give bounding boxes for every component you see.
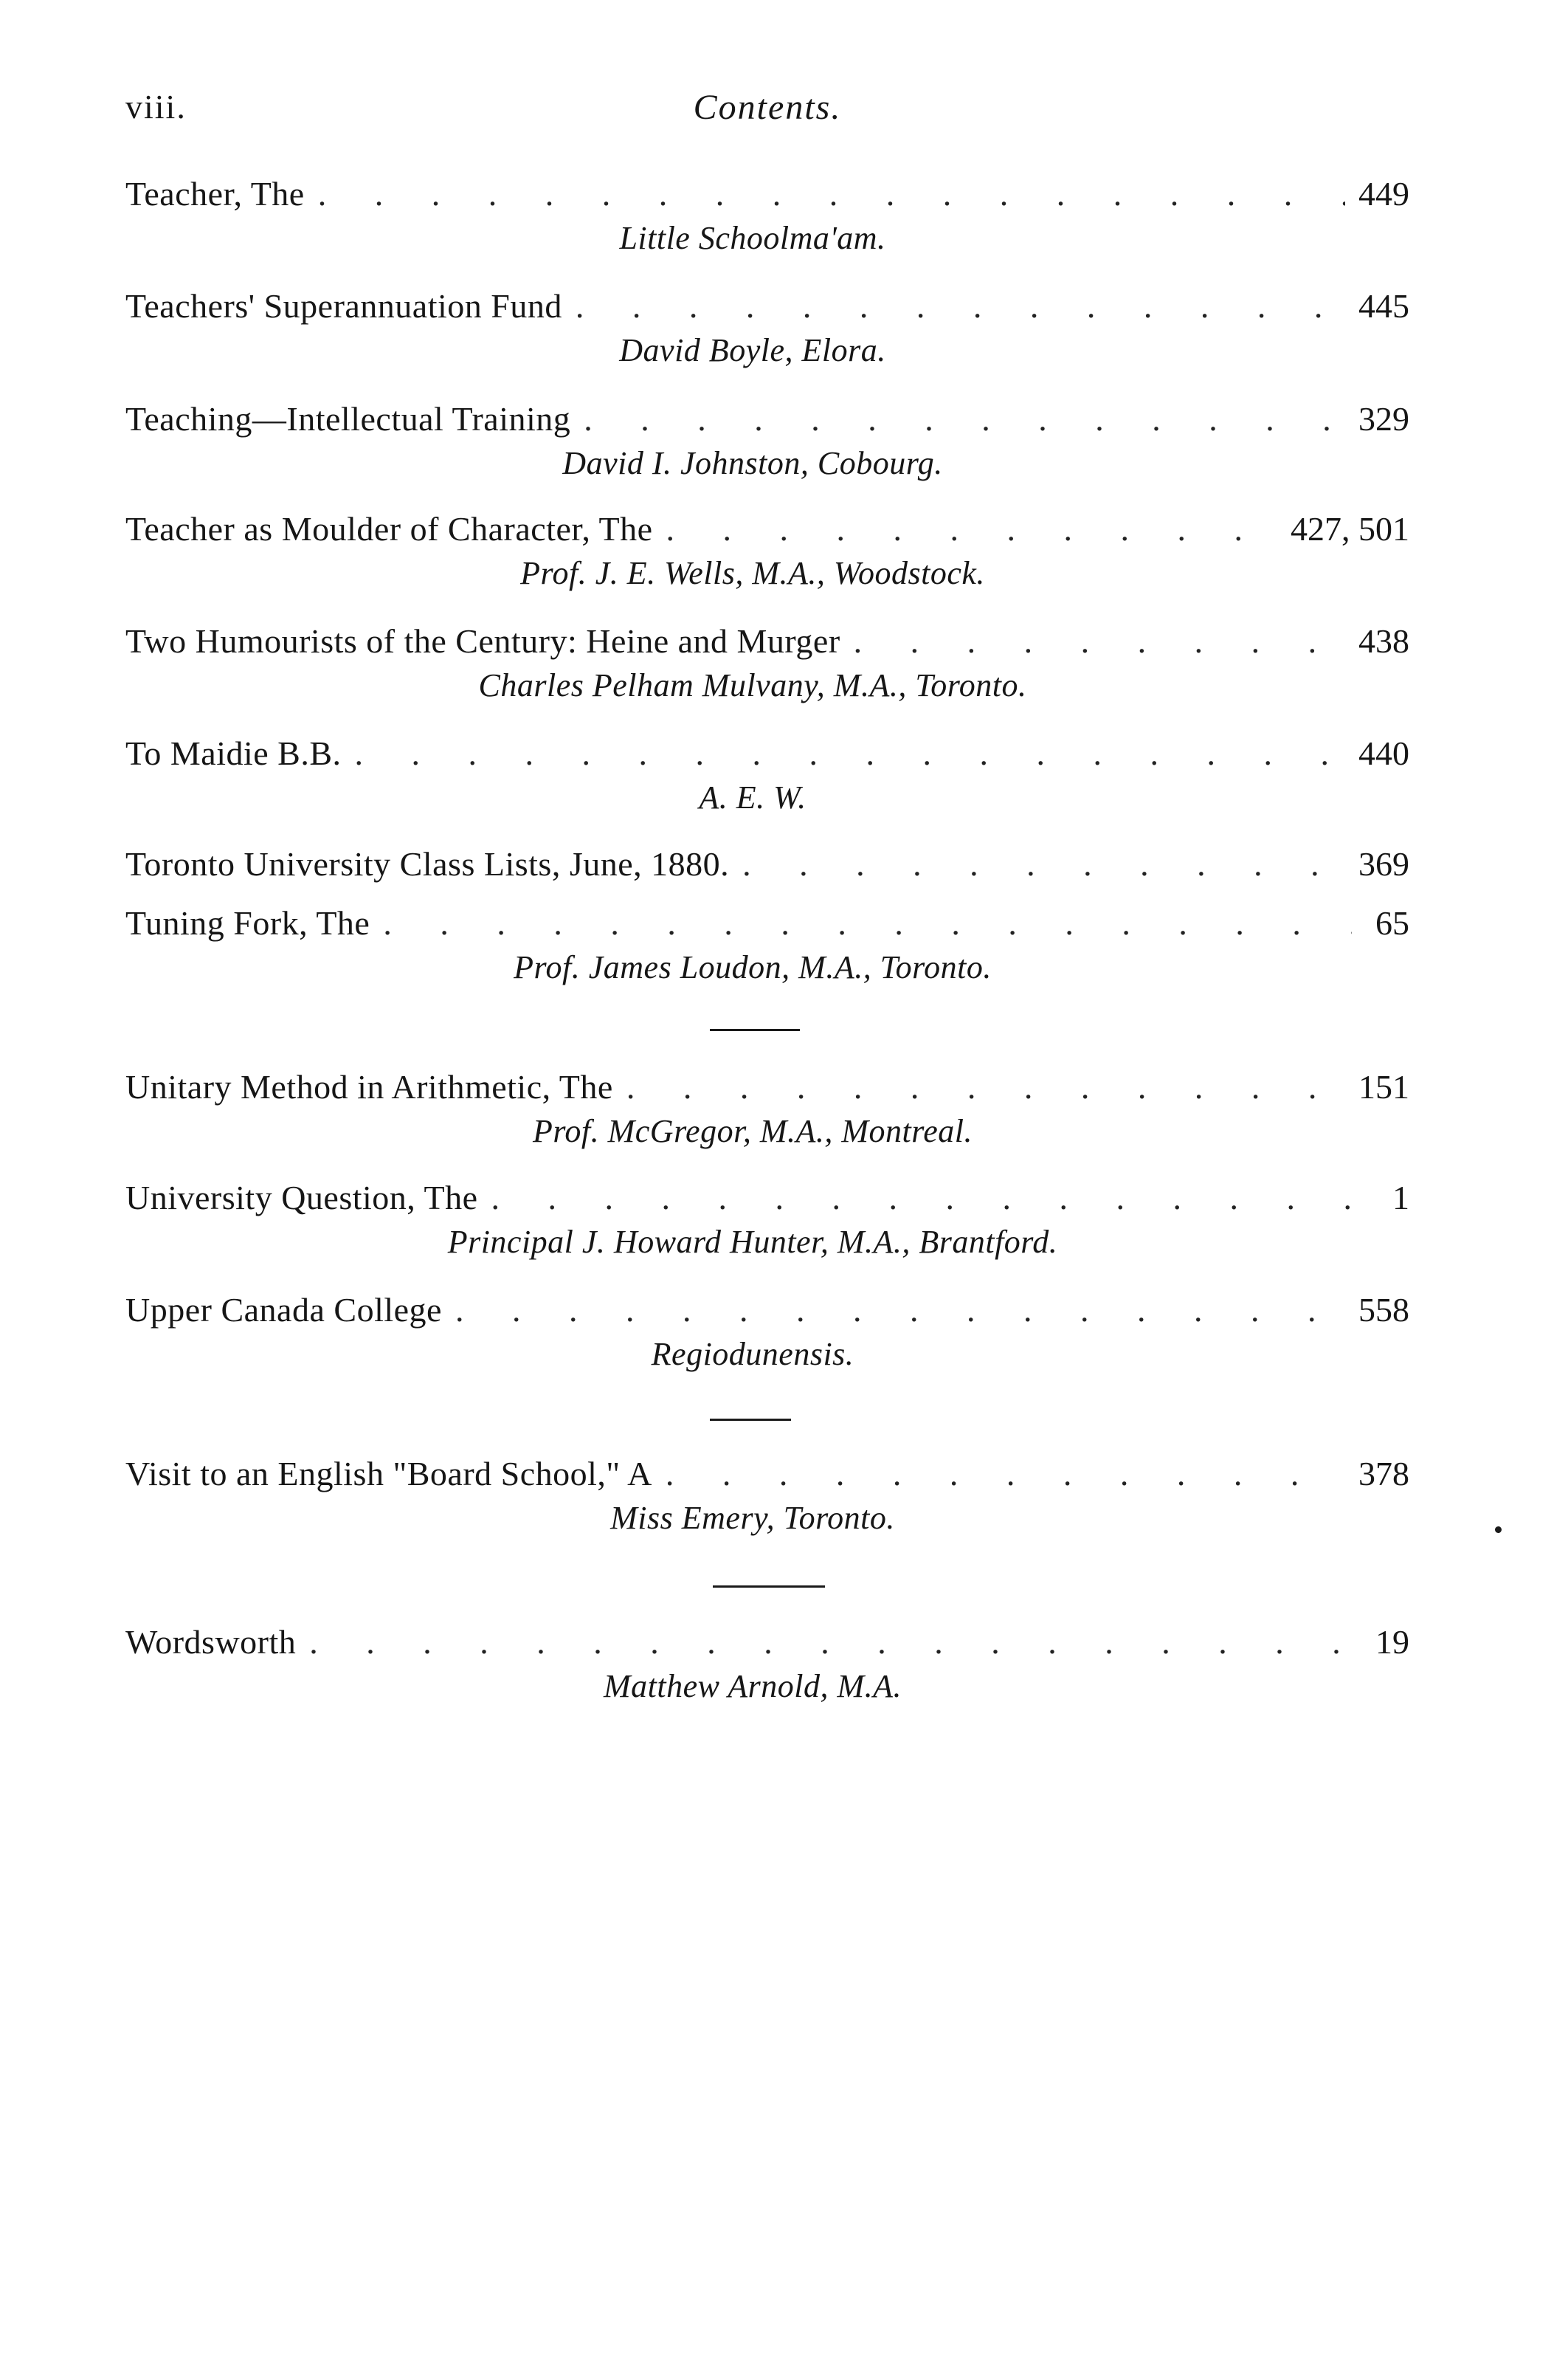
toc-entry-line [125, 171, 1409, 217]
stray-ink-mark [1495, 1526, 1502, 1533]
dot-leader [742, 841, 1345, 887]
dot-leader [666, 1451, 1345, 1497]
toc-entry [125, 1287, 1409, 1376]
entry-author: Prof. J. E. Wells, M.A., Woodstock. [520, 555, 985, 591]
entry-author: Regiodunensis. [651, 1336, 854, 1372]
entry-page: 329 [1358, 400, 1409, 438]
toc-entry-line [125, 1287, 1409, 1333]
entry-author: Charles Pelham Mulvany, M.A., Toronto. [478, 667, 1027, 703]
entry-page: 449 [1358, 175, 1409, 213]
page-header [125, 87, 1409, 139]
entry-title: University Question, The [125, 1179, 478, 1216]
entry-page: 65 [1375, 904, 1409, 942]
toc-entry-line [125, 1064, 1409, 1110]
entry-author: Matthew Arnold, M.A. [604, 1668, 902, 1704]
toc-entry [125, 171, 1409, 260]
entry-page: 558 [1358, 1291, 1409, 1329]
entry-title: Tuning Fork, The [125, 904, 370, 942]
toc-entry-line [125, 619, 1409, 664]
toc-entry-line [125, 1619, 1409, 1665]
entry-page: 438 [1358, 622, 1409, 660]
entry-author: Little Schoolma'am. [619, 220, 886, 256]
entry-page: 427, 501 [1291, 510, 1409, 548]
section-divider [710, 1419, 791, 1421]
toc-entry [125, 283, 1409, 372]
entry-author: A. E. W. [699, 779, 807, 816]
entry-title: Visit to an English "Board School," A [125, 1455, 652, 1492]
toc-entry [125, 506, 1409, 595]
entry-author: Prof. James Loudon, M.A., Toronto. [514, 949, 992, 985]
section-divider [710, 1029, 800, 1031]
entry-title: Teacher as Moulder of Character, The [125, 510, 653, 548]
toc-entry [125, 731, 1409, 819]
toc-entry-line [125, 506, 1409, 552]
entry-author: David Boyle, Elora. [619, 332, 886, 368]
dot-leader [584, 396, 1345, 442]
entry-title: To Maidie B.B. [125, 734, 342, 772]
toc-entry [125, 396, 1409, 485]
dot-leader [318, 171, 1345, 217]
section-divider [713, 1585, 825, 1588]
entry-page: 445 [1358, 287, 1409, 325]
entry-page: 151 [1358, 1068, 1409, 1106]
toc-entry [125, 1451, 1409, 1540]
dot-leader [383, 900, 1352, 946]
entry-title: Teachers' Superannuation Fund [125, 287, 562, 325]
toc-entry [125, 1175, 1409, 1264]
entry-page: 440 [1358, 734, 1409, 772]
entry-author: Principal J. Howard Hunter, M.A., Brantford. [447, 1224, 1058, 1260]
entry-title: Teaching—Intellectual Training [125, 400, 571, 438]
entry-title: Two Humourists of the Century: Heine and Murger [125, 622, 840, 660]
running-title: Contents. [693, 88, 842, 127]
entry-title: Teacher, The [125, 175, 305, 213]
toc-entry-line [125, 396, 1409, 442]
dot-leader [455, 1287, 1345, 1333]
toc-entry-line [125, 1451, 1409, 1497]
page-number: viii. [125, 88, 187, 125]
dot-leader [576, 283, 1345, 329]
dot-leader [355, 731, 1345, 776]
dot-leader [491, 1175, 1352, 1221]
toc-entry [125, 619, 1409, 707]
dot-leader [309, 1619, 1352, 1665]
entry-author: Miss Emery, Toronto. [610, 1500, 895, 1536]
toc-entry [125, 1619, 1409, 1708]
dot-leader [854, 619, 1345, 664]
entry-page: 378 [1358, 1455, 1409, 1492]
entry-title: Toronto University Class Lists, June, 1880. [125, 845, 730, 883]
toc-entry [125, 841, 1409, 887]
entry-author: David I. Johnston, Cobourg. [562, 445, 943, 481]
entry-page: 1 [1392, 1179, 1409, 1216]
toc-entry [125, 900, 1409, 989]
toc-entry-line [125, 731, 1409, 776]
entry-page: 19 [1375, 1623, 1409, 1661]
toc-entry-line [125, 283, 1409, 329]
toc-entry [125, 1064, 1409, 1153]
toc-entry-line [125, 900, 1409, 946]
toc-entry-line [125, 1175, 1409, 1221]
entry-title: Wordsworth [125, 1623, 297, 1661]
dot-leader [626, 1064, 1345, 1110]
entry-title: Unitary Method in Arithmetic, The [125, 1068, 613, 1106]
entry-title: Upper Canada College [125, 1291, 442, 1329]
entry-page: 369 [1358, 845, 1409, 883]
dot-leader [666, 506, 1277, 552]
toc-entry-line [125, 841, 1409, 887]
entry-author: Prof. McGregor, M.A., Montreal. [533, 1113, 973, 1149]
